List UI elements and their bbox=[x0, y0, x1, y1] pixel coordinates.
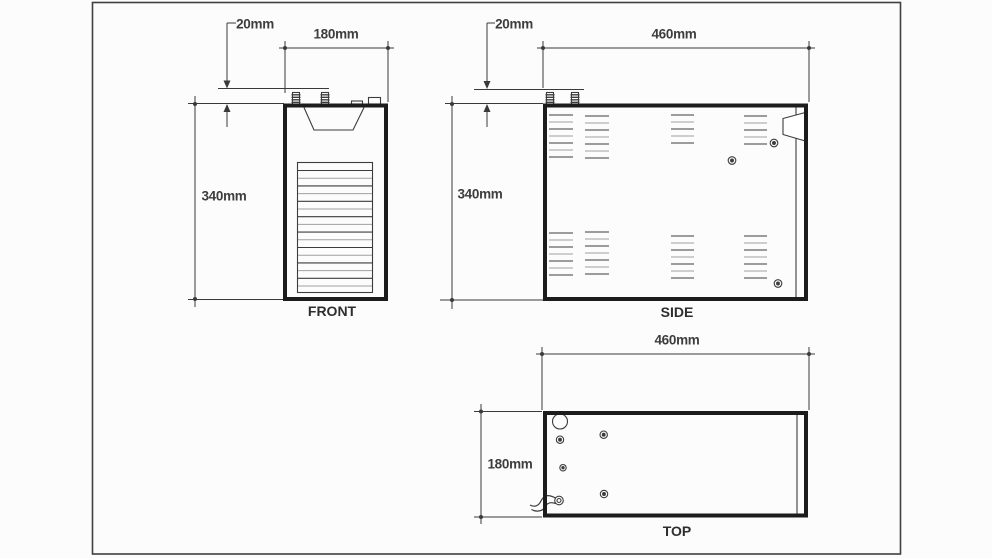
dim-tick bbox=[807, 46, 811, 50]
top-screw-head bbox=[556, 436, 563, 443]
thin-linework bbox=[292, 93, 808, 516]
arrow-down-icon bbox=[224, 81, 231, 89]
dim-tick bbox=[540, 352, 544, 356]
dim-tick bbox=[450, 102, 454, 106]
dim-tick bbox=[193, 297, 197, 301]
top-view-label: TOP bbox=[662, 523, 692, 539]
side-fitting-offset-dim-line bbox=[474, 23, 584, 127]
top-screw-head bbox=[600, 490, 607, 497]
arrow-up-icon bbox=[224, 104, 231, 112]
top-small-hole bbox=[560, 465, 566, 471]
view-outlines bbox=[285, 106, 806, 516]
front-width-dimension: 180mm bbox=[313, 26, 359, 42]
side-screw-head bbox=[770, 139, 778, 147]
side-vent-slats-light bbox=[549, 122, 767, 271]
side-pipe-fitting bbox=[571, 93, 580, 105]
arrow-down-icon bbox=[484, 81, 491, 89]
top-width-dim-line bbox=[536, 347, 815, 410]
dim-tick bbox=[283, 46, 287, 50]
dim-tick bbox=[807, 352, 811, 356]
side-latch-flange bbox=[783, 112, 807, 142]
side-height-dim-line bbox=[440, 96, 543, 309]
front-height-dimension: 340mm bbox=[201, 188, 247, 204]
side-vent-slats-dark bbox=[549, 115, 767, 278]
front-grille-outline bbox=[298, 163, 373, 293]
dim-tick bbox=[193, 102, 197, 106]
side-screw-head bbox=[728, 157, 736, 165]
front-pipe-fitting bbox=[321, 93, 330, 105]
drawing-frame bbox=[93, 3, 901, 555]
front-view-label: FRONT bbox=[307, 303, 357, 319]
front-fitting-offset-dimension: 20mm bbox=[236, 16, 274, 32]
front-power-switch bbox=[369, 98, 381, 105]
side-view-label: SIDE bbox=[660, 304, 694, 320]
dim-tick bbox=[479, 410, 483, 414]
top-screw-head bbox=[600, 431, 607, 438]
side-pipe-fitting bbox=[546, 93, 555, 105]
arrow-up-icon bbox=[484, 104, 491, 112]
side-screw-head bbox=[774, 280, 782, 288]
side-view-outline bbox=[545, 106, 806, 300]
side-width-dimension: 460mm bbox=[651, 26, 697, 42]
front-view-outline bbox=[285, 106, 386, 300]
light-linework bbox=[298, 122, 767, 286]
top-depth-dimension: 180mm bbox=[487, 456, 533, 472]
front-drip-tray-recess bbox=[304, 108, 364, 131]
dimension-lines bbox=[188, 23, 815, 524]
front-pipe-fitting bbox=[292, 93, 301, 105]
top-width-dimension: 460mm bbox=[654, 332, 700, 348]
top-large-hole bbox=[553, 414, 568, 429]
front-fitting-offset-dim-line bbox=[218, 23, 329, 127]
dim-tick bbox=[386, 46, 390, 50]
side-fitting-offset-dimension: 20mm bbox=[495, 16, 533, 32]
dim-tick bbox=[450, 298, 454, 302]
dim-tick bbox=[541, 46, 545, 50]
side-height-dimension: 340mm bbox=[457, 186, 503, 202]
top-view-outline bbox=[545, 413, 806, 516]
dim-tick bbox=[479, 515, 483, 519]
